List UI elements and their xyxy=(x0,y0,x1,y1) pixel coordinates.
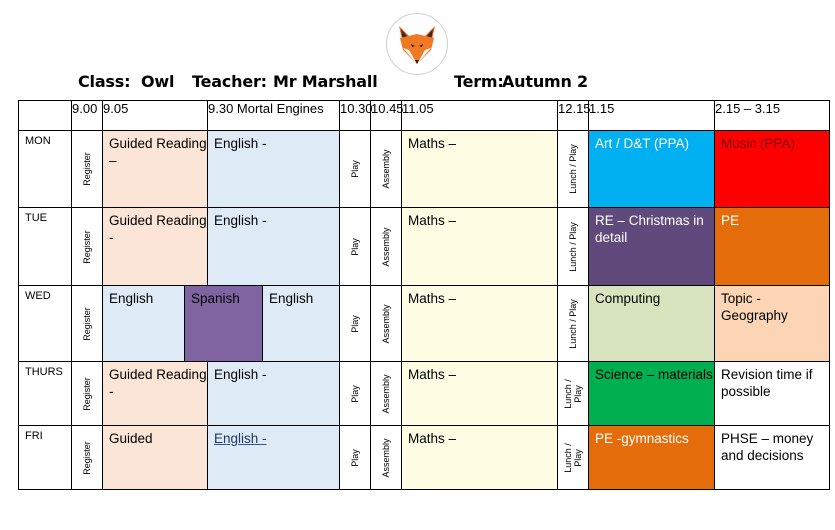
maths-cell: Maths – xyxy=(402,362,558,426)
english-cell: English xyxy=(103,286,185,362)
time-cell: 2.15 – 3.15 xyxy=(715,101,830,131)
english-cell: English - xyxy=(208,131,340,208)
lunch-cell xyxy=(558,208,589,286)
spanish-cell: Spanish xyxy=(185,286,263,362)
time-cell: 11.05 xyxy=(402,101,558,131)
lunch-label: Lunch / Play xyxy=(568,221,578,272)
time-cell: 1.15 xyxy=(589,101,715,131)
register-label: Register xyxy=(82,306,92,341)
english-cell xyxy=(208,426,340,490)
day-label: TUE xyxy=(19,208,72,286)
time-cell: 9.30 Mortal Engines xyxy=(208,101,340,131)
day-row-wed xyxy=(19,286,830,362)
play-cell xyxy=(340,208,371,286)
pm1-cell: Art / D&T (PPA) xyxy=(589,131,715,208)
maths-cell: Maths – xyxy=(402,286,558,362)
play-cell xyxy=(340,131,371,208)
fox-icon xyxy=(387,14,447,74)
assembly-label: Assembly xyxy=(381,226,391,267)
register-label: Register xyxy=(82,229,92,264)
play-cell xyxy=(340,426,371,490)
english-cell: English - xyxy=(208,208,340,286)
lunch-cell xyxy=(558,426,589,490)
pm2-cell: Topic - Geography xyxy=(715,286,830,362)
day-label: MON xyxy=(19,131,72,208)
guided-reading-cell: Guided Reading - xyxy=(103,362,208,426)
time-cell: 12.15 xyxy=(558,101,589,131)
class-value: Owl xyxy=(141,72,175,91)
register-label: Register xyxy=(82,152,92,186)
term-value: Autumn 2 xyxy=(502,72,588,91)
guided-reading-cell: Guided Reading – xyxy=(103,131,208,208)
teacher-value: Mr Marshall xyxy=(273,72,378,91)
time-cell: 9.00 xyxy=(72,101,103,131)
guided-reading-cell: Guided xyxy=(103,426,208,490)
pm2-cell: Revision time if possible xyxy=(715,362,830,426)
maths-cell: Maths – xyxy=(402,131,558,208)
assembly-label: Assembly xyxy=(381,437,391,478)
lunch-label: Lunch / Play xyxy=(563,378,583,409)
play-label: Play xyxy=(350,160,360,178)
time-cell: 10.30 xyxy=(340,101,371,131)
english-cell: English - xyxy=(208,362,340,426)
assembly-label: Assembly xyxy=(381,373,391,414)
register-cell xyxy=(72,131,103,208)
pm2-cell: PHSE – money and decisions xyxy=(715,426,830,490)
assembly-cell xyxy=(371,131,402,208)
pm1-cell: Science – materials xyxy=(589,362,715,426)
time-corner xyxy=(19,101,72,131)
assembly-cell xyxy=(371,362,402,426)
register-label: Register xyxy=(82,440,92,475)
fox-logo xyxy=(386,13,448,75)
day-label: THURS xyxy=(19,362,72,426)
term-label: Term: xyxy=(454,72,504,91)
lunch-label: Lunch / Play xyxy=(568,144,578,194)
lunch-label: Lunch / Play xyxy=(568,298,578,349)
day-row-mon xyxy=(19,131,830,208)
teacher-label: Teacher: xyxy=(192,72,267,91)
day-row-thurs xyxy=(19,362,830,426)
play-label: Play xyxy=(350,314,360,333)
english-link-text: English - xyxy=(214,431,267,446)
assembly-label: Assembly xyxy=(381,149,391,189)
english-cell: English xyxy=(263,286,340,362)
pm1-cell: Computing xyxy=(589,286,715,362)
lunch-cell xyxy=(558,362,589,426)
guided-reading-cell: Guided Reading - xyxy=(103,208,208,286)
play-cell xyxy=(340,362,371,426)
maths-cell: Maths – xyxy=(402,426,558,490)
time-cell: 9.05 xyxy=(103,101,208,131)
class-label: Class: xyxy=(78,72,131,91)
pm1-cell: RE – Christmas in detail xyxy=(589,208,715,286)
day-label: FRI xyxy=(19,426,72,490)
lunch-label: Lunch / Play xyxy=(563,442,583,473)
pm2-cell: Music (PPA) xyxy=(715,131,830,208)
register-label: Register xyxy=(82,376,92,411)
pm1-cell: PE -gymnastics xyxy=(589,426,715,490)
day-row-fri xyxy=(19,426,830,490)
pm2-cell: PE xyxy=(715,208,830,286)
play-cell xyxy=(340,286,371,362)
assembly-cell xyxy=(371,426,402,490)
day-row-tue xyxy=(19,208,830,286)
play-label: Play xyxy=(350,384,360,403)
play-label: Play xyxy=(350,237,360,256)
register-cell xyxy=(72,286,103,362)
register-cell xyxy=(72,426,103,490)
time-row xyxy=(19,101,830,131)
assembly-label: Assembly xyxy=(381,303,391,344)
time-cell: 10.45 xyxy=(371,101,402,131)
register-cell xyxy=(72,208,103,286)
lunch-cell xyxy=(558,286,589,362)
day-label: WED xyxy=(19,286,72,362)
assembly-cell xyxy=(371,286,402,362)
assembly-cell xyxy=(371,208,402,286)
play-label: Play xyxy=(350,448,360,467)
lunch-cell xyxy=(558,131,589,208)
timetable xyxy=(18,100,830,490)
maths-cell: Maths – xyxy=(402,208,558,286)
register-cell xyxy=(72,362,103,426)
